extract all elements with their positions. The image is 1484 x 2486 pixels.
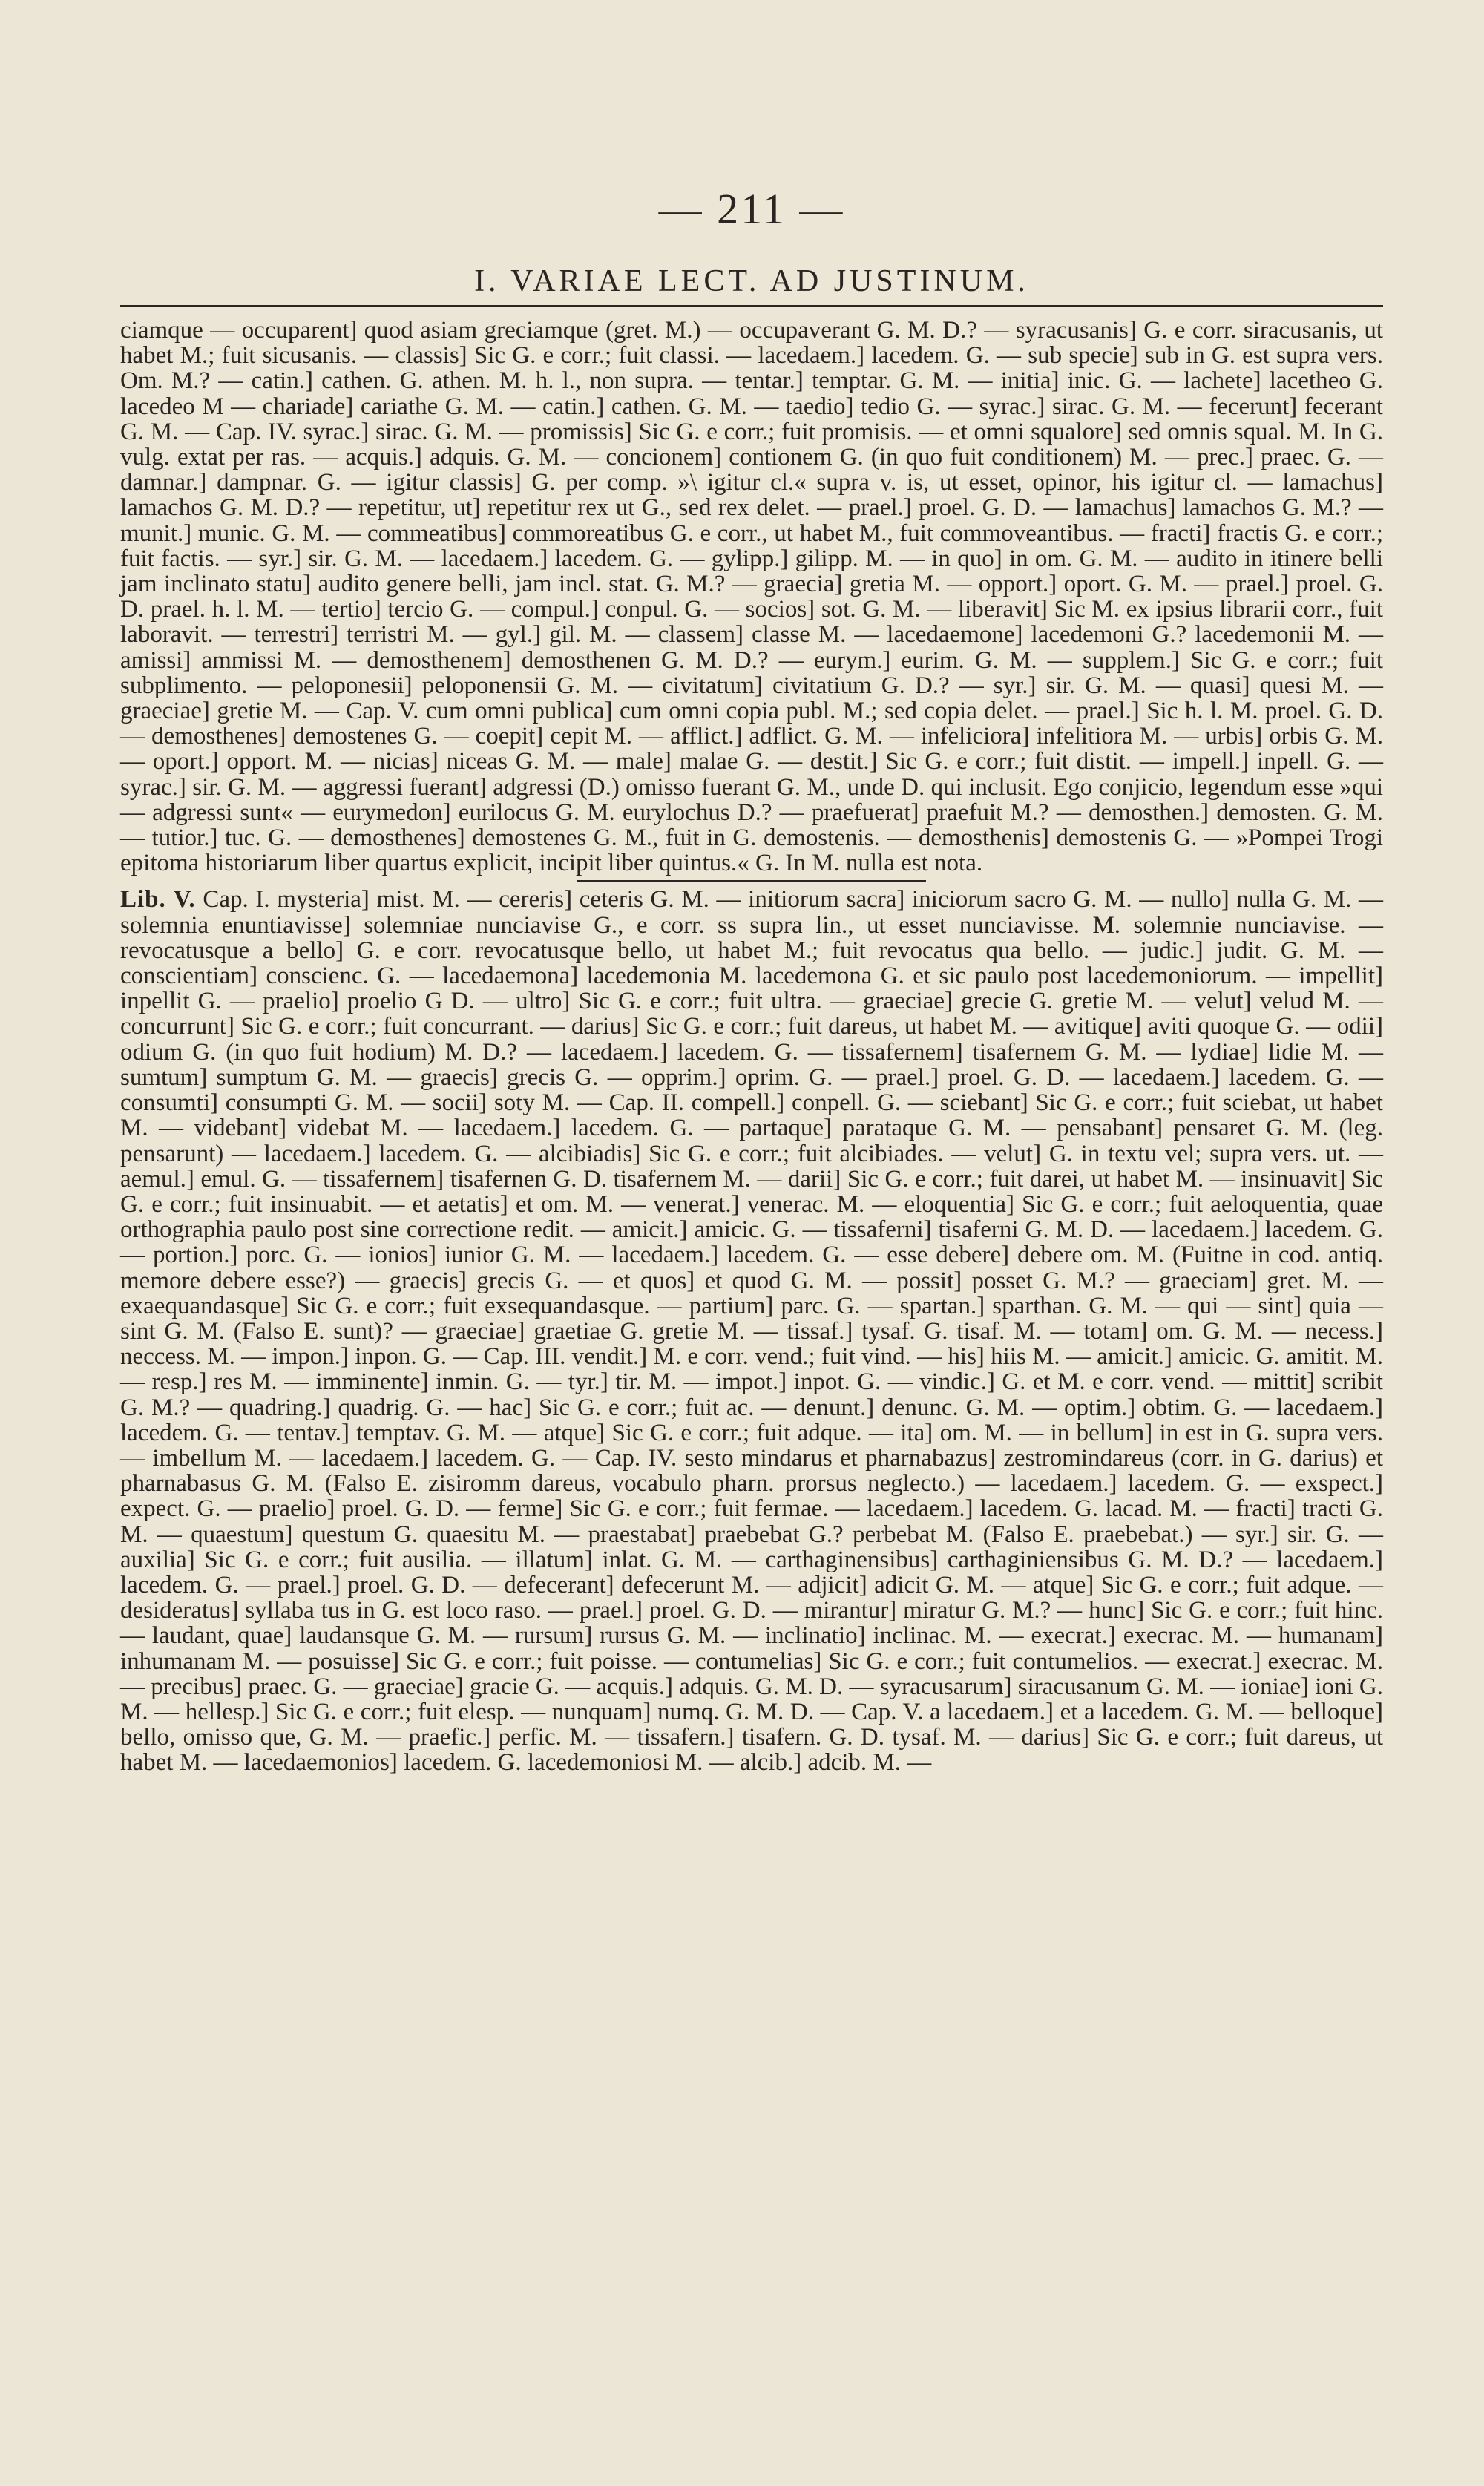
book-label: Lib. V. [120,886,196,914]
apparatus-book-4-paragraph: ciamque — occuparent] quod asiam greciamque (gret. M.) — occupaverant G. M. D.? — syracusanis] G. e corr. siracusanis, ut habet M.; fuit sicusanis. — classis] Sic G. e corr.; fuit classi. — lacedaem.] lacedem. G. — sub specie] sub in G. est supra vers. Om. M.? — catin.] cathen. G. athen. M. h. l., non supra. — tentar.] temptar. G. M. — initia] inic. G. — lachete] lacetheo G. lacedeo M — chariade] cariathe G. M. — catin.] cathen. G. M. — taedio] tedio G. — syrac.] sirac. G. M. — fecerunt] fecerant G. M. — Cap. IV. syrac.] sirac. G. M. — promissis] Sic G. e corr.; fuit promisis. — et omni squalore] sed omnis squal. M. In G. vulg. extat per ras. — acquis.] adquis. G. M. — concionem] contionem G. (in quo fuit conditionem) M. — prec.] praec. G. — damnar.] dampnar. G. — igitur classis] G. per comp. »\ igitur cl.« supra v. is, ut esset, opinor, his igitur cl. — lamachus] lamachos G. M. D.? — repetitur, ut] repetitur rex ut G., sed rex delet. — prael.] proel. G. D. — lamachus] lamachos G. M.? — munit.] munic. G. M. — commeatibus] commoreatibus G. e corr., ut habet M., fuit commoveantibus. — fracti] fractis G. e corr.; fuit factis. — syr.] sir. G. M. — lacedaem.] lacedem. G. — gylipp.] gilipp. M. — in quo] in om. G. M. — audito in itinere belli jam inclinato statu] audito genere belli, jam incl. stat. G. M.? — graecia] gretia M. — opport.] oport. G. M. — prael.] proel. G. D. prael. h. l. M. — tertio] tercio G. — compul.] conpul. G. — socios] sot. G. M. — liberavit] Sic M. ex ipsius librarii corr., fuit laboravit. — terrestri] terristri M. — gyl.] gil. M. — classem] classe M. — lacedaemone] lacedemoni G.? lacedemonii M. — amissi] ammissi M. — demosthenem] demosthenen G. M. D.? — eurym.] eurim. G. M. — supplem.] Sic G. e corr.; fuit subplimento. — peloponesii] peloponensii G. M. — civitatum] civitatium G. D.? — syr.] sir. G. M. — quasi] quesi M. — graeciae] gretie M. — Cap. V. cum omni publica] cum omni copia publ. M.; sed copia delet. — prael.] Sic h. l. M. proel. G. D. — demosthenes] demostenes G. — coepit] cepit M. — afflict.] adflict. G. M. — infeliciora] infelitiora M. — urbis] orbis G. M. — oport.] opport. M. — nicias] niceas G. M. — male] malae G. — destit.] Sic G. e corr.; fuit distit. — impell.] inpell. G. — syrac.] sir. G. M. — aggressi fuerant] adgressi (D.) omisso fuerant G. M., unde D. qui inclusit. Ego conjicio, legendum esse »qui — adgressi sunt« — eurymedon] eurilocus G. M. eurylochus D.? — praefuerat] praefuit M.? — demosthen.] demosten. G. M. — tutior.] tuc. G. — demosthenes] demostenes G. M., fuit in G. demostenis. — demosthenis] demostenis G. — »Pompei Trogi epitoma historiarum liber quartus explicit, incipit liber quintus.« G. In M. nulla est nota. [120,317,1383,877]
apparatus-text [120,318,1383,1776]
running-head: I. VARIAE LECT. AD JUSTINUM. [474,264,1029,298]
book-5-text: Cap. I. mysteria] mist. M. — cereris] ceteris G. M. — initiorum sacra] iniciorum sacro G. M. — nullo] nulla G. M. — solemnia enuntiavisse] solemniae nunciavise G., e corr. ss supra lin., ut esset nunciavisse. M. solemnie nunciavise. — revocatusque a bello] G. e corr. revocatusque bello, ut habet M.; fuit revocatus qua bello. — judic.] judit. G. M. — conscientiam] conscienc. G. — lacedaemona] lacedemonia M. lacedemona G. et sic paulo post lacedemoniorum. — impellit] inpellit G. — praelio] proelio G D. — ultro] Sic G. e corr.; fuit ultra. — graeciae] grecie G. gretie M. — velut] velud M. — concurrunt] Sic G. e corr.; fuit concurrant. — darius] Sic G. e corr.; fuit dareus, ut habet M. — avitique] aviti quoque G. — odii] odium G. (in quo fuit hodium) M. D.? — lacedaem.] lacedem. G. — tissafernem] tisafernem G. M. — lydiae] lidie M. — sumtum] sumptum G. M. — graecis] grecis G. — opprim.] oprim. G. — prael.] proel. G. D. — lacedaem.] lacedem. G. — consumti] consumpti G. M. — socii] soty M. — Cap. II. compell.] conpell. G. — sciebant] Sic G. e corr.; fuit sciebat, ut habet M. — videbant] videbat M. — lacedaem.] lacedem. G. — partaque] parataque G. M. — pensabant] pensaret G. M. (leg. pensarunt) — lacedaem.] lacedem. G. — alcibiadis] Sic G. e corr.; fuit alcibiades. — velut] G. in textu vel; supra vers. ut. — aemul.] emul. G. — tissafernem] tisafernen G. D. tisafernem M. — darii] Sic G. e corr.; fuit darei, ut habet M. — insinuavit] Sic G. e corr.; fuit insinuabit. — et aetatis] et om. M. — venerat.] venerac. M. — eloquentia] Sic G. e corr.; fuit aeloquentia, quae orthographia paulo post sine correctione redit. — amicit.] amicic. G. — tissaferni] tisaferni G. M. D. — lacedaem.] lacedem. G. — portion.] porc. G. — ionios] iunior G. M. — lacedaem.] lacedem. G. — esse debere] debere om. M. (Fuitne in cod. antiq. memore debere esse?) — graecis] grecis G. — et quos] et quod G. M. — possit] posset G. M.? — graeciam] gret. M. — exaequandasque] Sic G. e corr.; fuit exsequandasque. — partium] parc. G. — spartan.] sparthan. G. M. — qui — sint] quia — sint G. M. (Falso E. sunt)? — graeciae] graetiae G. gretie M. — tissaf.] tysaf. G. tisaf. M. — totam] om. G. M. — necess.] neccess. M. — impon.] inpon. G. — Cap. III. vendit.] M. e corr. vend.; fuit vind. — his] hiis M. — amicit.] amicic. G. amitit. M. — resp.] res M. — imminente] inmin. G. — tyr.] tir. M. — impot.] inpot. G. — vindic.] G. et M. e corr. vend. — mittit] scribit G. M.? — quadring.] quadrig. G. — hac] Sic G. e corr.; fuit ac. — denunt.] denunc. G. M. — optim.] obtim. G. — lacedaem.] lacedem. G. — tentav.] temptav. G. M. — atque] Sic G. e corr.; fuit adque. — ita] om. M. — in bellum] in est in G. supra vers. — imbellum M. — lacedaem.] lacedem. G. — Cap. IV. sesto mindarus et pharnabazus] zestromindareus (corr. in G. darius) et pharnabasus G. M. (Falso E. zisiromm dareus, vocabulo pharn. prorsus neglecto.) — lacedaem.] lacedem. G. — exspect.] expect. G. — praelio] proel. G. D. — ferme] Sic G. e corr.; fuit fermae. — lacedaem.] lacedem. G. lacad. M. — fracti] tracti G. M. — quaestum] questum G. quaesitu M. — praestabat] praebebat G.? perbebat M. (Falso E. praebebat.) — syr.] sir. G. — auxilia] Sic G. e corr.; fuit ausilia. — illatum] inlat. G. M. — carthaginensibus] carthaginiensibus G. M. D.? — lacedaem.] lacedem. G. — prael.] proel. G. D. — defecerant] defecerunt M. — adjicit] adicit G. M. — atque] Sic G. e corr.; fuit adque. — desideratus] syllaba tus in G. est loco raso. — prael.] proel. G. D. — mirantur] miratur G. M.? — hunc] Sic G. e corr.; fuit hinc. — laudant, quae] laudansque G. M. — rursum] rursus G. M. — inclinatio] inclinac. M. — execrat.] execrac. M. — humanam] inhumanam M. — posuisse] Sic G. e corr.; fuit poisse. — contumelias] Sic G. e corr.; fuit contumelios. — execrat.] execrac. M. — precibus] praec. G. — graeciae] gracie G. — acquis.] adquis. G. M. D. — syracusarum] siracusanum G. M. — ioniae] ioni G. M. — hellesp.] Sic G. e corr.; fuit elesp. — nunquam] numq. G. M. D. — Cap. V. a lacedaem.] et a lacedem. G. M. — belloque] bello, omisso que, G. M. — praefic.] perfic. M. — tissafern.] tisafern. G. D. tysaf. M. — darius] Sic G. e corr.; fuit dareus, ut habet M. — lacedaemonios] lacedem. G. lacedemoniosi M. — alcib.] adcib. M. — [120,886,1383,1777]
section-divider [577,880,926,882]
header-rule [120,305,1383,307]
page-number: — 211 — [658,185,845,233]
apparatus-book-5-paragraph [120,887,1383,1775]
